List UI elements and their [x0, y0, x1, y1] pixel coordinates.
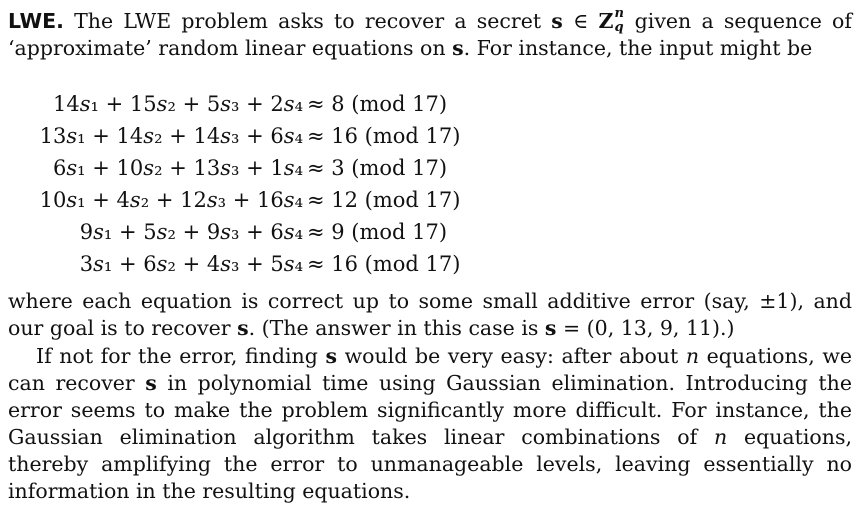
paragraph-error-description [8, 288, 852, 342]
equation-rhs: ≈ 12 (mod 17) [307, 188, 461, 212]
secret-symbol-4: s [544, 316, 557, 340]
secret-symbol: s [551, 9, 563, 33]
equation-line [0, 184, 860, 216]
field-symbol: Z n q [598, 6, 624, 35]
gauss-text-b: would be very easy: after about [336, 344, 686, 368]
equation-rhs: ≈ 16 (mod 17) [307, 124, 461, 148]
secret-symbol-6: s [145, 371, 157, 395]
gauss-text-e: equations, thereby amplifying the error to unmanageable levels, leaving essentially no information in the resulting equations. [8, 425, 852, 503]
gauss-text-d: in polynomial time using Gaussian elimination. Introducing the error seems to make the problem significantly more difficult. For instance, the Gaussian elimination algorithm takes linear combinations of [8, 371, 852, 449]
equation-line [0, 248, 860, 280]
intro-text-c: . For instance, the input might be [463, 36, 813, 60]
equation-lhs: 9s₁ + 5s₂ + 9s₃ + 6s₄ [79, 220, 303, 244]
field-letter: Z [598, 9, 614, 33]
gauss-text-a: If not for the error, finding [36, 344, 326, 368]
secret-symbol-5: s [325, 344, 337, 368]
equation-line [0, 120, 860, 152]
equation-rhs: ≈ 9 (mod 17) [307, 220, 448, 244]
paragraph-lwe-intro [8, 8, 852, 62]
error-text-a: where each equation is correct up to some small additive error (say, ±1), and our goal is to recover [8, 289, 852, 340]
paragraph-gaussian-elimination [8, 343, 852, 505]
intro-text-b: given a sequence of ‘approximate’ random linear equations on [8, 9, 852, 60]
equation-lhs: 13s₁ + 14s₂ + 14s₃ + 6s₄ [39, 124, 303, 148]
equation-lhs: 6s₁ + 10s₂ + 13s₃ + 1s₄ [52, 156, 303, 180]
equation-line [0, 216, 860, 248]
equation-rhs: ≈ 8 (mod 17) [307, 92, 448, 116]
equation-lhs: 10s₁ + 4s₂ + 12s₃ + 16s₄ [39, 188, 303, 212]
error-text-b: . (The answer in this case is [248, 316, 545, 340]
secret-symbol-3: s [237, 316, 249, 340]
answer-value: = (0, 13, 9, 11).) [556, 316, 735, 340]
equation-lhs: 14s₁ + 15s₂ + 5s₃ + 2s₄ [52, 92, 303, 116]
element-of-symbol: ∈ [562, 9, 599, 33]
n-symbol-2: n [713, 425, 728, 449]
gauss-text-c: equations, we can recover [8, 344, 852, 395]
equation-rhs: ≈ 16 (mod 17) [307, 252, 461, 276]
equation-line [0, 88, 860, 120]
equation-lhs: 3s₁ + 6s₂ + 4s₃ + 5s₄ [79, 252, 303, 276]
equation-line [0, 152, 860, 184]
equation-rhs: ≈ 3 (mod 17) [307, 156, 448, 180]
secret-symbol-2: s [452, 36, 464, 60]
n-symbol: n [685, 344, 700, 368]
section-heading: LWE. [8, 9, 64, 33]
intro-text-a: The LWE problem asks to recover a secret [63, 9, 552, 33]
